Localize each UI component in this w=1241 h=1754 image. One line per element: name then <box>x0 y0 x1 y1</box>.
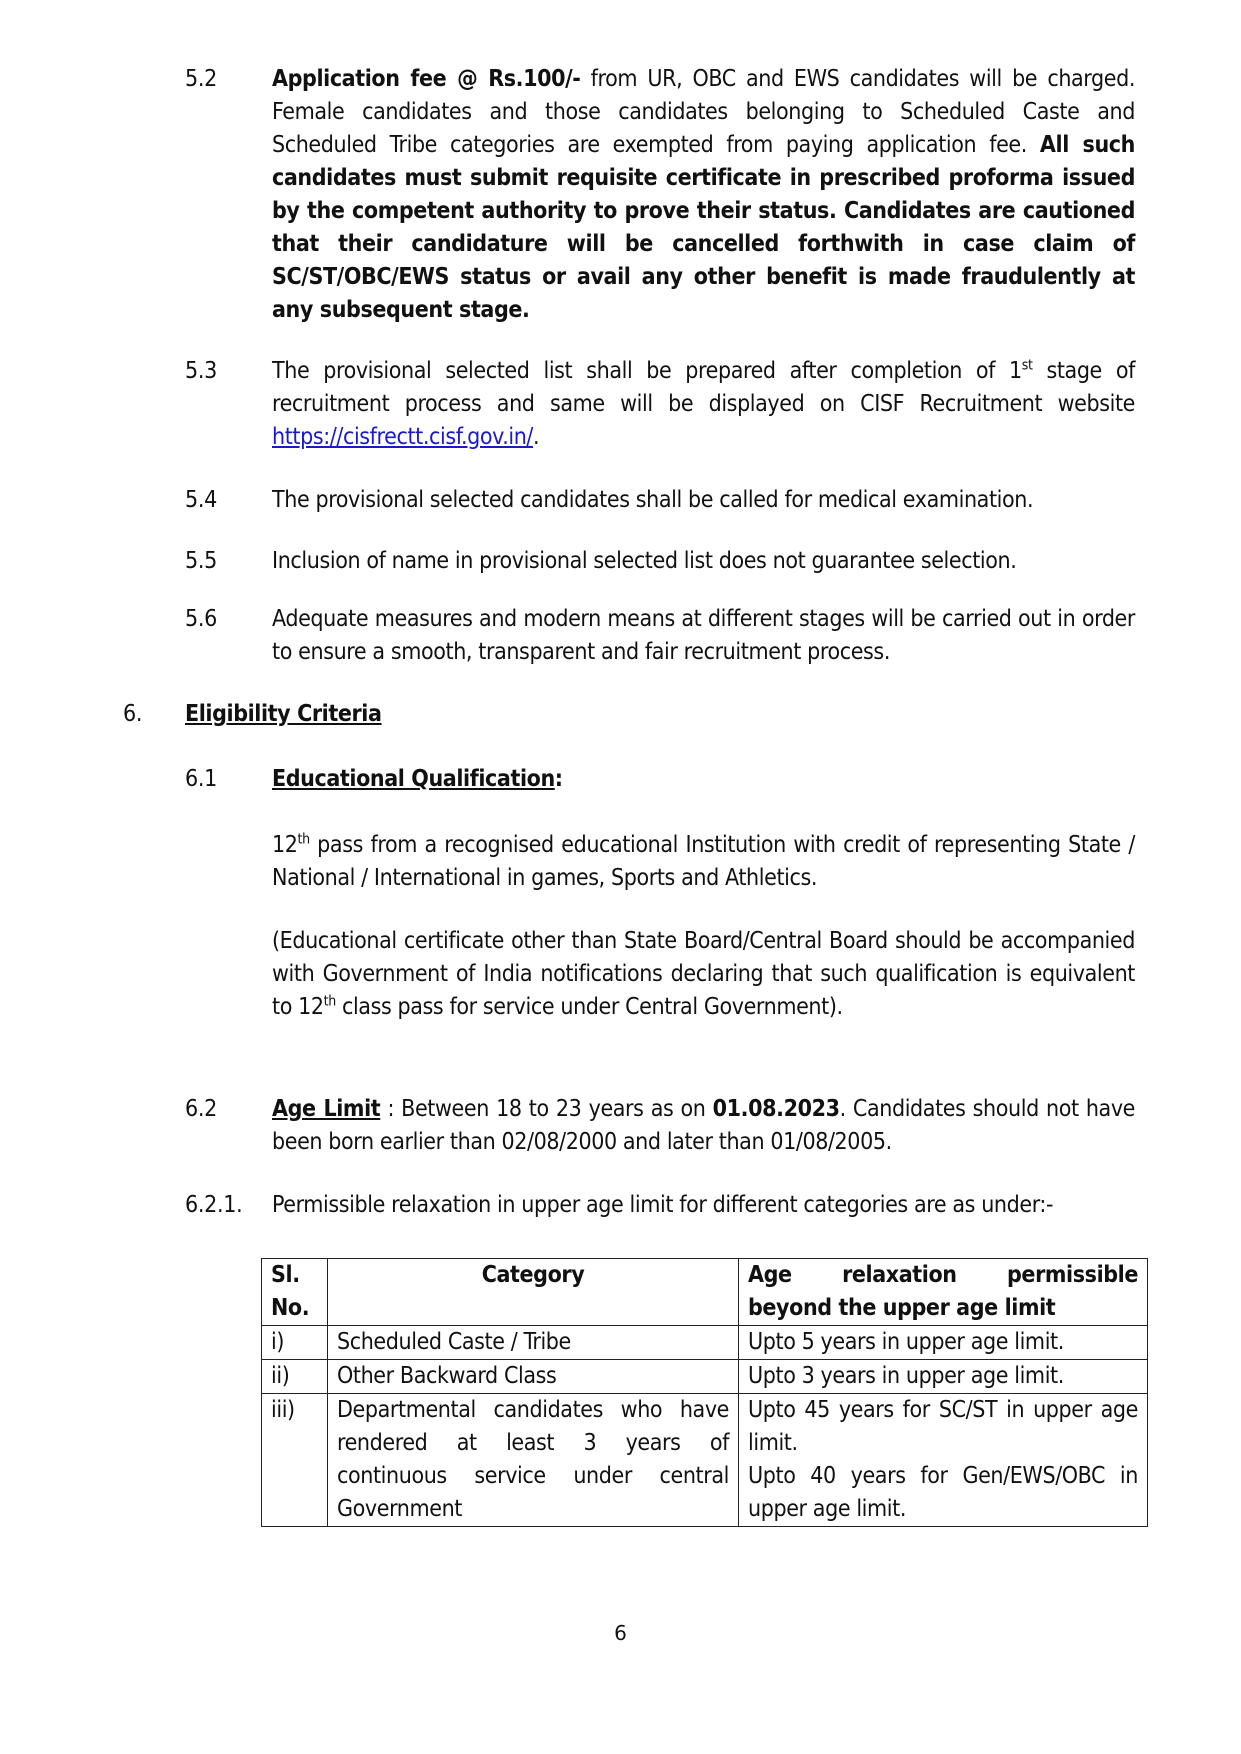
section-number: 5.2 <box>185 66 217 92</box>
table-header-row <box>262 1259 1148 1326</box>
fee-bold: Application fee @ Rs.100/- <box>272 66 581 92</box>
page-number: 6 <box>614 1621 627 1645</box>
qualification-paragraph: 12th pass from a recognised educational Institution with credit of representing State / National / International in games, Sports and Athletics. <box>272 831 1135 891</box>
paragraph-5-5: Inclusion of name in provisional selected list does not guarantee selection. <box>272 548 1017 574</box>
age-relaxation-table <box>261 1258 1148 1527</box>
paragraph-5-2: Application fee @ Rs.100/- from UR, OBC and EWS candidates will be charged. Female candidates and those candidates belonging to Scheduled Caste and Scheduled Tribe categories are exempted from paying application fee. All such candidates must submit requisite certificate in prescribed proforma issued by the competent authority to prove their status. Candidates are cautioned that their candidature will be cancelled forthwith in case claim of SC/ST/OBC/EWS status or avail any other benefit is made fraudulently at any subsequent stage. <box>272 66 1135 323</box>
table-row: ii) Other Backward Class Upto 3 years in upper age limit. <box>262 1360 1148 1394</box>
table-row: iii) Departmental candidates who have rendered at least 3 years of continuous service under central Government Upto 45 years for SC/ST in upper age limit. Upto 40 years for Gen/EWS/OBC in upper age limit. <box>262 1394 1148 1527</box>
paragraph-5-3: The provisional selected list shall be prepared after completion of 1st stage of recruitment process and same will be displayed on CISF Recruitment website https://cisfrectt.cisf.gov.in/. <box>272 357 1135 450</box>
heading-eligibility-criteria: Eligibility Criteria <box>185 701 382 727</box>
recruitment-website-link[interactable]: https://cisfrectt.cisf.gov.in/ <box>272 424 534 450</box>
paragraph-5-4: The provisional selected candidates shall be called for medical examination. <box>272 487 1034 513</box>
section-number: 5.3 <box>185 358 217 384</box>
section-number: 6.2 <box>185 1096 217 1122</box>
caution-bold: All such candidates must submit requisite certificate in prescribed proforma issued by the competent authority to prove their status. Candidates are cautioned that their candidature will be cancelled forthwith in case claim of SC/ST/OBC/EWS status or avail any other benefit is made fraudulently at any subsequent stage. <box>272 132 1135 323</box>
paragraph-5-6: Adequate measures and modern means at different stages will be carried out in order to ensure a smooth, transparent and fair recruitment process. <box>272 606 1135 665</box>
paragraph-age-limit: Age Limit : Between 18 to 23 years as on 01.08.2023. Candidates should not have been born earlier than 02/08/2000 and later than 01/08/2005. <box>272 1096 1136 1155</box>
header-sl-no: Sl. No. <box>262 1259 328 1326</box>
header-age-relaxation: Age relaxation permissible beyond the upper age limit <box>739 1259 1148 1326</box>
heading-educational-qualification: Educational Qualification: <box>272 766 563 792</box>
header-category: Category <box>328 1259 739 1326</box>
section-number: 5.4 <box>185 487 217 513</box>
table-row: i) Scheduled Caste / Tribe Upto 5 years in upper age limit. <box>262 1326 1148 1360</box>
certificate-note-paragraph: (Educational certificate other than State Board/Central Board should be accompanied with Government of India notifications declaring that such qualification is equivalent to 12th class pass for service under Central Government). <box>272 928 1135 1020</box>
section-number: 6.1 <box>185 766 217 792</box>
section-number: 5.5 <box>185 548 217 574</box>
section-number: 5.6 <box>185 606 217 632</box>
section-number: 6. <box>123 701 143 727</box>
paragraph-6-2-1: Permissible relaxation in upper age limit for different categories are as under:- <box>272 1192 1054 1218</box>
section-number: 6.2.1. <box>185 1192 243 1218</box>
